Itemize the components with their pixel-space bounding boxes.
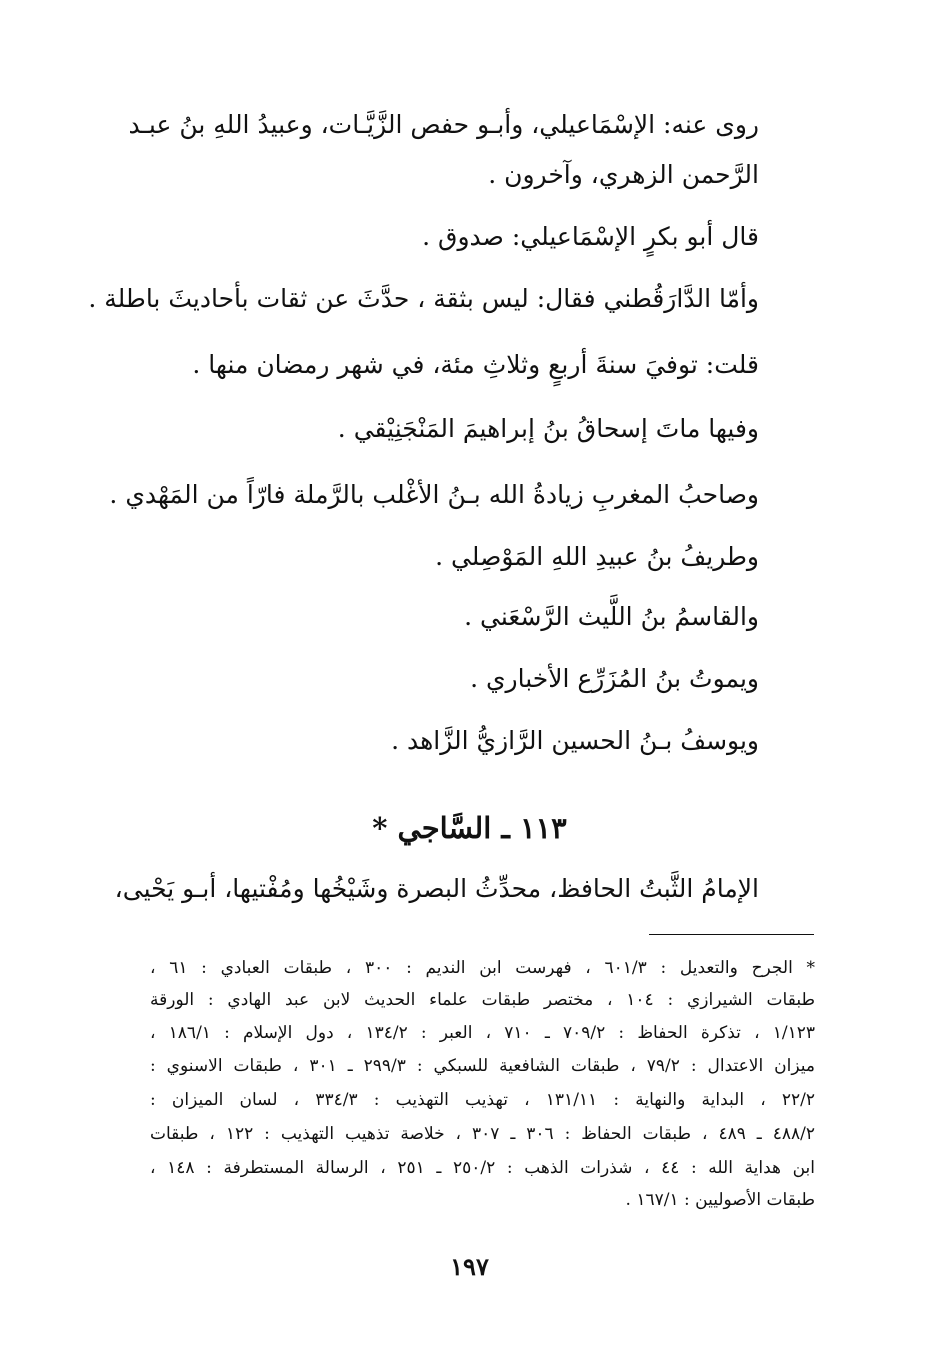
body-line-daraqutni-verdict: وأمّا الدَّارَقُطني فقال: ليس بثقة ، حدَّثَ عن ثقات بأحاديثَ باطلة . — [88, 284, 759, 313]
body-line-death-year: قلت: توفيَ سنةَ أربعٍ وثلاثِ مئة، في شهر رمضان منها . — [192, 350, 759, 379]
footnote-line: طبقات الأصوليين : ١٦٧/١ . — [625, 1190, 815, 1210]
footnote-line: طبقات الشيرازي : ١٠٤ ، مختصر طبقات علماء الحديث لابن عبد الهادي : الورقة — [150, 990, 815, 1010]
body-line-narrators-cont: الرَّحمن الزهري، وآخرون . — [488, 160, 759, 189]
body-line-died-same-year-6: ويوسفُ بـنُ الحسين الرَّازيُّ الزَّاهد . — [391, 726, 759, 755]
page-number: ١٩٧ — [450, 1252, 489, 1281]
footnote-line: ابن هداية الله : ٤٤ ، شذرات الذهب : ٢٥٠/٢ ـ ٢٥١ ، الرسالة المستطرفة : ١٤٨ ، — [150, 1158, 816, 1178]
body-line-died-same-year-3: وطريفُ بنُ عبيدِ اللهِ المَوْصِلي . — [435, 542, 759, 571]
body-line-died-same-year-4: والقاسمُ بنُ اللَّيث الرَّسْعَني . — [464, 602, 759, 631]
footnote-line: * الجرح والتعديل : ٦٠١/٣ ، فهرست ابن النديم : ٣٠٠ ، طبقات العبادي : ٦١ ، — [150, 958, 816, 978]
body-line-narrators: روى عنه: الإسْمَاعيلي، وأبـو حفص الزَّيَّـات، وعبيدُ اللهِ بنُ عبـد — [128, 110, 759, 139]
body-line-died-same-year-2: وصاحبُ المغربِ زيادةُ الله بـنُ الأغْلب بالرَّملة فارّاً من المَهْدي . — [109, 480, 759, 509]
footnote-line: ميزان الاعتدال : ٧٩/٢ ، طبقات الشافعية للسبكي : ٢٩٩/٣ ـ ٣٠١ ، طبقات الاسنوي : — [150, 1056, 816, 1076]
footnote-divider — [649, 934, 814, 935]
footnote-line: ٤٨٨/٢ ـ ٤٨٩ ، طبقات الحفاظ : ٣٠٦ ـ ٣٠٧ ، خلاصة تذهيب التهذيب : ١٢٢ ، طبقات — [150, 1124, 815, 1144]
body-line-died-same-year-5: ويموتُ بنُ المُزَرِّع الأخباري . — [470, 664, 759, 693]
footnote-line: ٢٢/٢ ، البداية والنهاية : ١٣١/١١ ، تهذيب التهذيب : ٣٣٤/٣ ، لسان الميزان : — [150, 1090, 815, 1110]
entry-intro-line: الإمامُ الثَّبتُ الحافظ، محدِّثُ البصرة وشَيْخُها ومُفْتيها، أبـو يَحْيى، — [114, 874, 759, 903]
footnote-line: ١/١٢٣ ، تذكرة الحفاظ : ٧٠٩/٢ ـ ٧١٠ ، العبر : ١٣٤/٢ ، دول الإسلام : ١٨٦/١ ، — [150, 1023, 815, 1043]
body-line-died-same-year-1: وفيها ماتَ إسحاقُ بنُ إبراهيمَ المَنْجَنِيْقي . — [337, 414, 759, 443]
body-line-ismaili-verdict: قال أبو بكرٍ الإسْمَاعيلي: صدوق . — [422, 222, 759, 251]
entry-heading: ١١٣ ـ السَّاجي * — [372, 811, 567, 845]
